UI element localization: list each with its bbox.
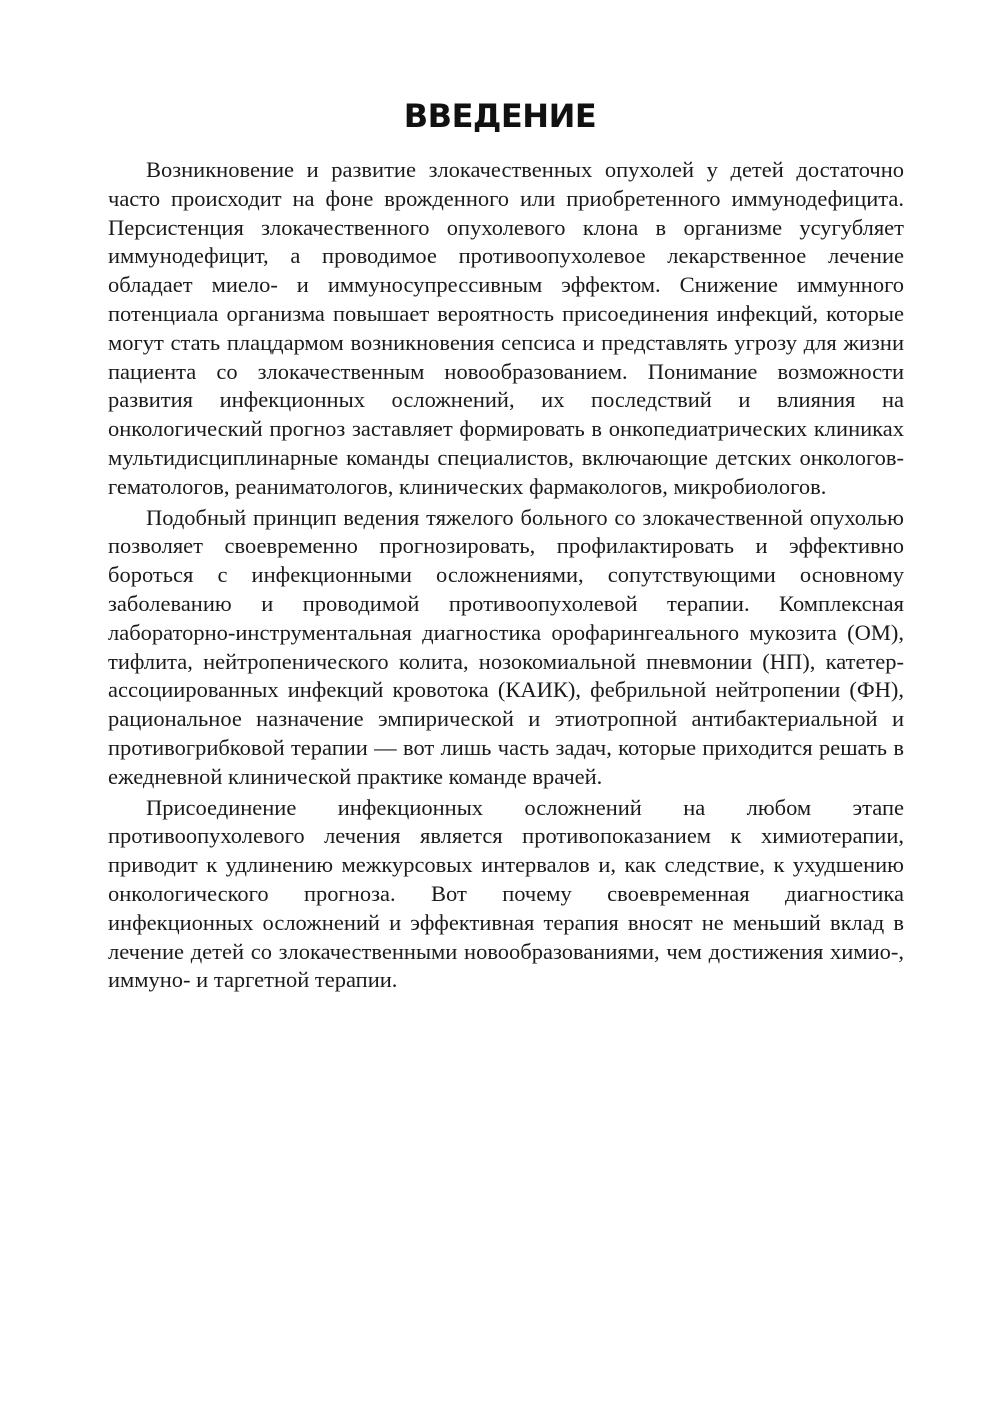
paragraph-1: Возникновение и развитие злокачественных опухолей у детей достаточно часто происходит на фоне врожденного или приобретенного иммунодефицита. Персистенция злокачественного опухолевого клона в организме усугубляет иммунодефицит, а проводимое противоопухолевое лекарственное лечение обладает миело- и иммуносупрессивным эффектом. Снижение иммунного потенциала организма повышает вероятность присоединения инфекций, которые могут стать плацдармом возникновения сепсиса и представлять угрозу для жизни пациента со злокачественным новообразованием. Понимание возможности развития инфекционных осложнений, их последствий и влияния на онкологический прогноз заставляет формировать в онкопедиатрических клиниках мультидисциплинарные команды специалистов, включающие детских онкологов-гематологов, реаниматологов, клинических фармакологов, микробиологов. (108, 157, 904, 499)
body-text (108, 156, 904, 997)
paragraph-2: Подобный принцип ведения тяжелого больного со злокачественной опухолью позволяет своевременно прогнозировать, профилактировать и эффективно бороться с инфекционными осложнениями, сопутствующими основному заболеванию и проводимой противоопухолевой терапии. Комплексная лабораторно-инструментальная диагностика орофарингеального мукозита (ОМ), тифлита, нейтропенического колита, нозокомиальной пневмонии (НП), катетер-ассоциированных инфекций кровотока (КАИК), фебрильной нейтропении (ФН), рациональное назначение эмпирической и этиотропной антибактериальной и противогрибковой терапии — вот лишь часть задач, которые приходится решать в ежедневной клинической практике команде врачей. (108, 504, 904, 789)
paragraph-3: Присоединение инфекционных осложнений на любом этапе противоопухолевого лечения является противопоказанием к химиотерапии, приводит к удлинению межкурсовых интервалов и, как следствие, к ухудшению онкологического прогноза. Вот почему своевременная диагностика инфекционных осложнений и эффективная терапия вносят не меньший вклад в лечение детей со злокачественными новообразованиями, чем достижения химио-, иммуно- и таргетной терапии. (108, 794, 904, 993)
page-title: ВВЕДЕНИЕ (403, 97, 597, 135)
